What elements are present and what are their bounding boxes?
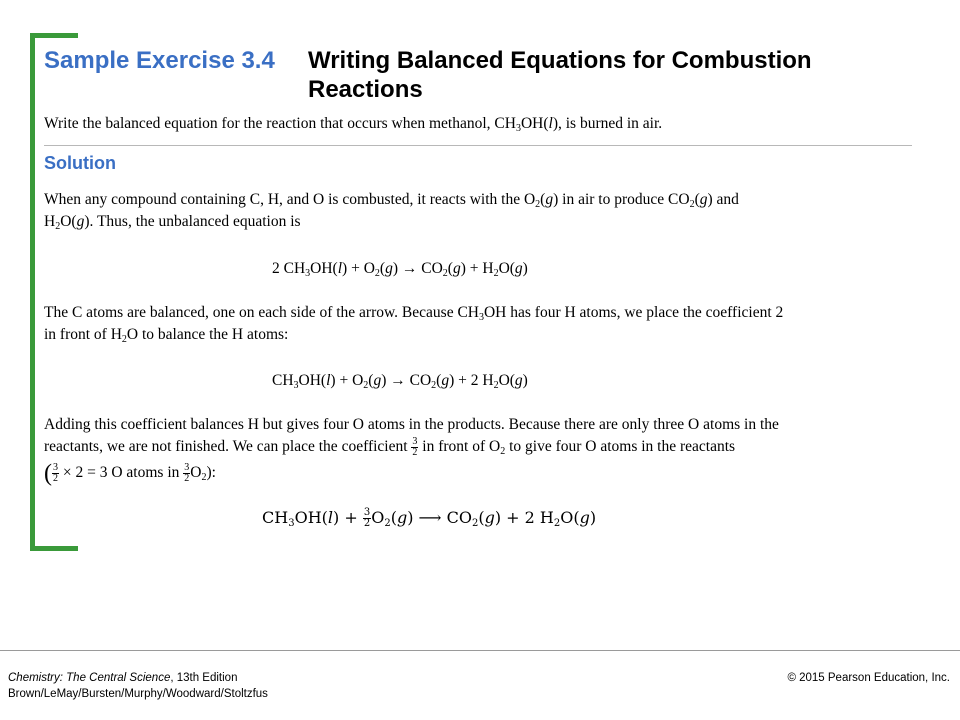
footer-divider — [0, 650, 960, 651]
title-text: Writing Balanced Equations for Combustion Reactions — [308, 47, 812, 103]
page-title — [44, 46, 812, 103]
green-bracket-vertical — [30, 33, 35, 551]
solution-paragraph-3: Adding this coefficient balances H but gives four O atoms in the products. Because there are only three O atoms in the reactants, we are not finished. We can place the coefficient $\frac{3}{2}$ in front of $O_2$ to give four O atoms in the reactants ( $\frac{3}{2}$ × 2 = 3 O atoms in $\frac{3}{2}$ $O_2$): — [44, 416, 779, 487]
fraction-three-halves: $\frac{3}{2}$ — [412, 435, 418, 458]
title-prefix: Sample Exercise 3.4 — [44, 47, 275, 74]
solution-heading: Solution — [44, 153, 116, 173]
solution-paragraph-2: The C atoms are balanced, one on each side of the arrow. Because $CH_3OH$ has four H atoms, we place the coefficient 2 in front of $H_2O$ to balance the H atoms: — [44, 304, 784, 345]
divider — [44, 145, 912, 146]
problem-statement: Write the balanced equation for the reaction that occurs when methanol, $CH_3OH(l)$, is burned in air. — [44, 115, 663, 134]
solution-paragraph-1: When any compound containing C, H, and O is combusted, it reacts with the $O_2(g)$ in air to produce $CO_2(g)$ and $H_2O(g)$. Thus, the unbalanced equation is — [44, 191, 739, 232]
equation-balanced: $CH_3OH(l)$ + $\frac{3}{2}$ $O_2(g)$ ⟶ $CO_2(g) + 2$ $H_2O(g)$ — [262, 507, 597, 529]
footer-citation: Chemistry: The Central Science, 13th Edition Brown/LeMay/Bursten/Murphy/Woodward/Stoltzfus — [8, 672, 268, 700]
green-bracket-bottom — [30, 546, 78, 551]
footer-copyright: © 2015 Pearson Education, Inc. — [787, 672, 950, 684]
green-bracket-top — [30, 33, 78, 38]
equation-unbalanced: 2 $CH_3OH(l) + O_2(g) \to CO_2(g) + H_2O(g)$ — [272, 260, 528, 279]
equation-h-balanced: $CH_3OH(l) + O_2(g) \to CO_2(g) + 2$ $H_2O(g)$ — [272, 372, 528, 391]
